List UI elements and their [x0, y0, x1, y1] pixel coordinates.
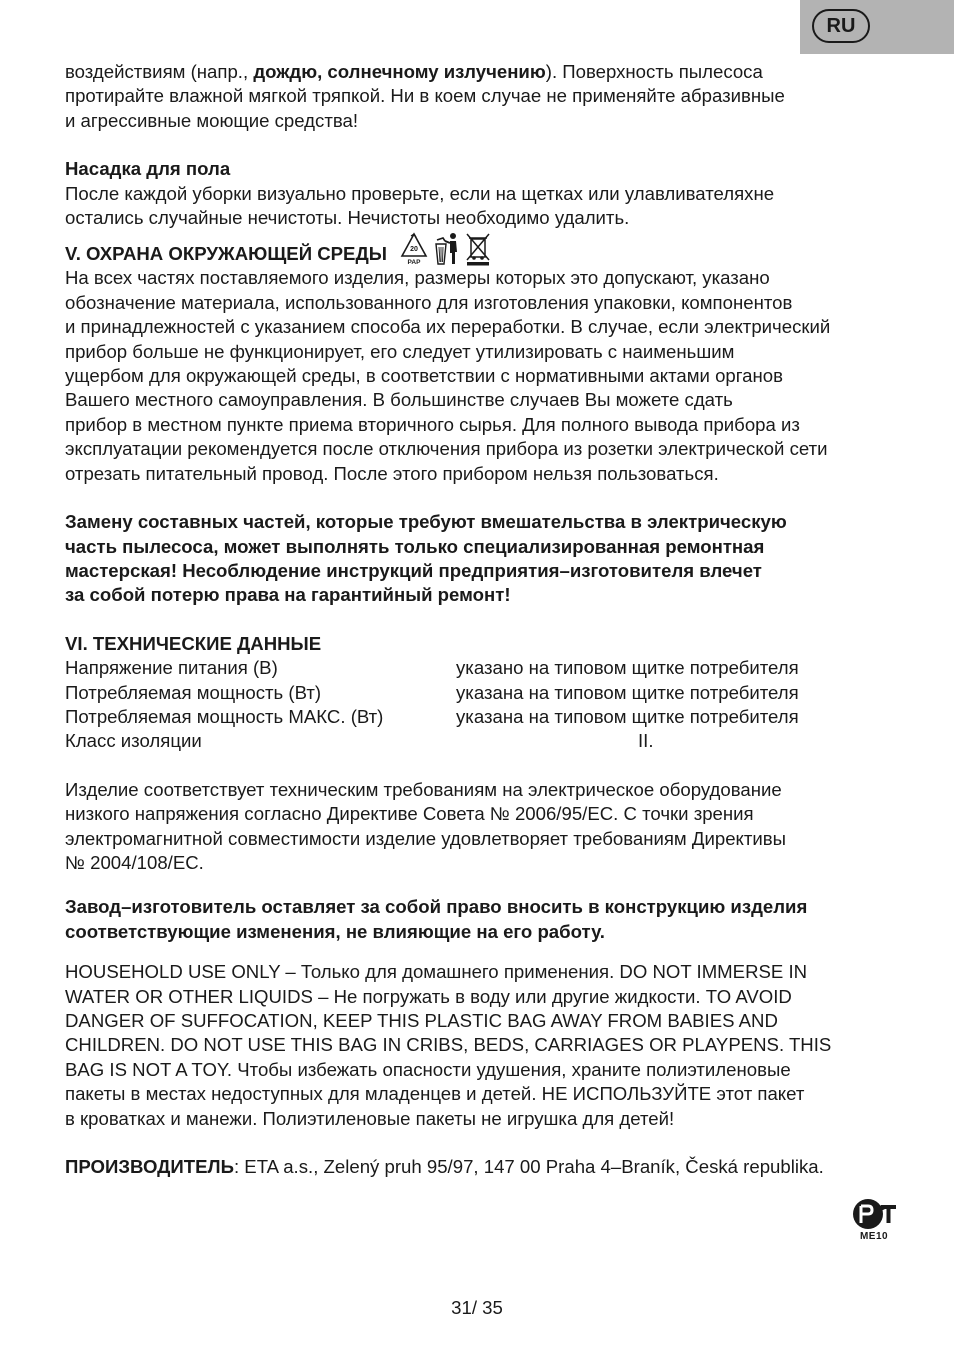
- floor-nozzle-line: После каждой уборки визуально проверьте, если на щетках или улавливателяхне: [65, 182, 775, 204]
- spec-label: Класс изоляции: [65, 730, 202, 752]
- environment-line: обозначение материала, использованного для изготовления упаковки, компонентов: [65, 291, 793, 313]
- floor-nozzle-line: остались случайные нечистоты. Нечистоты необходимо удалить.: [65, 207, 630, 229]
- producer-label: ПРОИЗВОДИТЕЛЬ: [65, 1156, 234, 1178]
- eco-icons: [399, 232, 491, 266]
- safety-line: HOUSEHOLD USE ONLY – Только для домашнего применения. DO NOT IMMERSE IN: [65, 961, 808, 983]
- rst-certification-mark-icon: [851, 1197, 897, 1231]
- language-badge: RU: [812, 9, 870, 43]
- environment-heading: V. ОХРАНА ОКРУЖАЮЩЕЙ СРЕДЫ: [65, 243, 387, 265]
- producer-address: : ETA a.s., Zelený pruh 95/97, 147 00 Praha 4–Braník, Česká republika.: [233, 1156, 824, 1178]
- environment-line: На всех частях поставляемого изделия, размеры которых это допускают, указано: [65, 267, 770, 289]
- producer-line: [65, 1155, 910, 1179]
- recycle-material: PAP: [407, 259, 421, 267]
- certification-mark: [849, 1197, 899, 1249]
- spec-value: указана на типовом щитке потребителя: [456, 705, 799, 727]
- environment-line: Вашего местного самоуправления. В большинстве случаев Вы можете сдать: [65, 389, 733, 411]
- intro-line-1: [65, 60, 910, 84]
- spec-value: II.: [638, 730, 654, 752]
- safety-line: в кроватках и манежи. Полиэтиленовые пакеты не игрушка для детей!: [65, 1107, 675, 1129]
- language-tab: [800, 0, 954, 54]
- spec-label: Потребляемая мощность МАКС. (Вт): [65, 705, 384, 727]
- environment-line: прибор больше не функционирует, его следует утилизировать с наименьшим: [65, 340, 735, 362]
- intro-line-2: протирайте влажной мягкой тряпкой. Ни в коем случае не применяйте абразивные: [65, 85, 785, 107]
- repair-warning-line: мастерская! Несоблюдение инструкций предприятия–изготовителя влечет: [65, 559, 762, 581]
- conformity-line: № 2004/108/ЕС.: [65, 851, 204, 873]
- safety-line: CHILDREN. DO NOT USE THIS BAG IN CRIBS, BEDS, CARRIAGES OR PLAYPENS. THIS: [65, 1034, 832, 1056]
- spec-label: Потребляемая мощность (Вт): [65, 681, 322, 703]
- environment-line: отрезать питательный провод. После этого прибором нельзя пользоваться.: [65, 462, 719, 484]
- spec-value: указано на типовом щитке потребителя: [456, 657, 799, 679]
- recycling-triangle-icon: [399, 232, 429, 266]
- intro-bold-text: дождю, солнечному излучению: [253, 61, 546, 82]
- spec-row: [65, 729, 910, 753]
- page-content: [65, 60, 910, 1179]
- manufacturer-rights-line: Завод–изготовитель оставляет за собой право вносить в конструкцию изделия: [65, 896, 808, 918]
- page-number: 31/ 35: [451, 1297, 503, 1318]
- floor-nozzle-heading: Насадка для пола: [65, 158, 231, 180]
- safety-line: BAG IS NOT A TOY. Чтобы избежать опасности удушения, храните полиэтиленовые: [65, 1058, 791, 1080]
- intro-line-3: и агрессивные моющие средства!: [65, 109, 359, 131]
- spec-value: указана на типовом щитке потребителя: [456, 681, 799, 703]
- intro-text: воздействиям (напр.,: [65, 61, 254, 82]
- repair-warning-line: за собой потерю права на гарантийный ремонт!: [65, 584, 511, 606]
- conformity-line: низкого напряжения согласно Директиве Совета № 2006/95/ЕС. С точки зрения: [65, 803, 754, 825]
- environment-line: эксплуатации рекомендуется после отключения прибора из розетки электрической сети: [65, 438, 828, 460]
- crossed-out-bin-icon: [465, 232, 491, 266]
- intro-text-post: ). Поверхность пылесоса: [545, 61, 763, 82]
- spec-row: [65, 681, 910, 705]
- technical-data-heading: VI. ТЕХНИЧЕСКИЕ ДАННЫЕ: [65, 632, 322, 654]
- environment-line: и принадлежностей с указанием способа их переработки. В случае, если электрический: [65, 316, 831, 338]
- repair-warning-line: Замену составных частей, которые требуют вмешательства в электрическую: [65, 511, 787, 533]
- repair-warning-line: часть пылесоса, может выполнять только специализированная ремонтная: [65, 535, 765, 557]
- environment-line: прибор в местном пункте приема вторичного сырья. Для полного вывода прибора из: [65, 413, 800, 435]
- safety-line: DANGER OF SUFFOCATION, KEEP THIS PLASTIC BAG AWAY FROM BABIES AND: [65, 1010, 778, 1031]
- spec-label: Напряжение питания (В): [65, 657, 278, 679]
- environment-line: ущербом для окружающей среды, в соответствии с нормативными актами органов: [65, 365, 783, 387]
- recycle-code: 20: [410, 246, 418, 254]
- conformity-line: электромагнитной совместимости изделие удовлетворяет требованиям Директивы: [65, 827, 787, 849]
- tidyman-disposal-icon: [433, 232, 461, 266]
- spec-row: [65, 656, 910, 680]
- safety-line: пакеты в местах недоступных для младенцев и детей. НЕ ИСПОЛЬЗУЙТЕ этот пакет: [65, 1083, 805, 1105]
- environment-heading-row: [65, 230, 910, 266]
- certification-code: МЕ10: [859, 1231, 889, 1242]
- manufacturer-rights-line: соответствующие изменения, не влияющие на его работу.: [65, 920, 605, 942]
- conformity-line: Изделие соответствует техническим требованиям на электрическое оборудование: [65, 778, 782, 800]
- spec-row: [65, 705, 910, 729]
- safety-line: WATER OR OTHER LIQUIDS – Не погружать в воду или другие жидкости. TO AVOID: [65, 985, 792, 1007]
